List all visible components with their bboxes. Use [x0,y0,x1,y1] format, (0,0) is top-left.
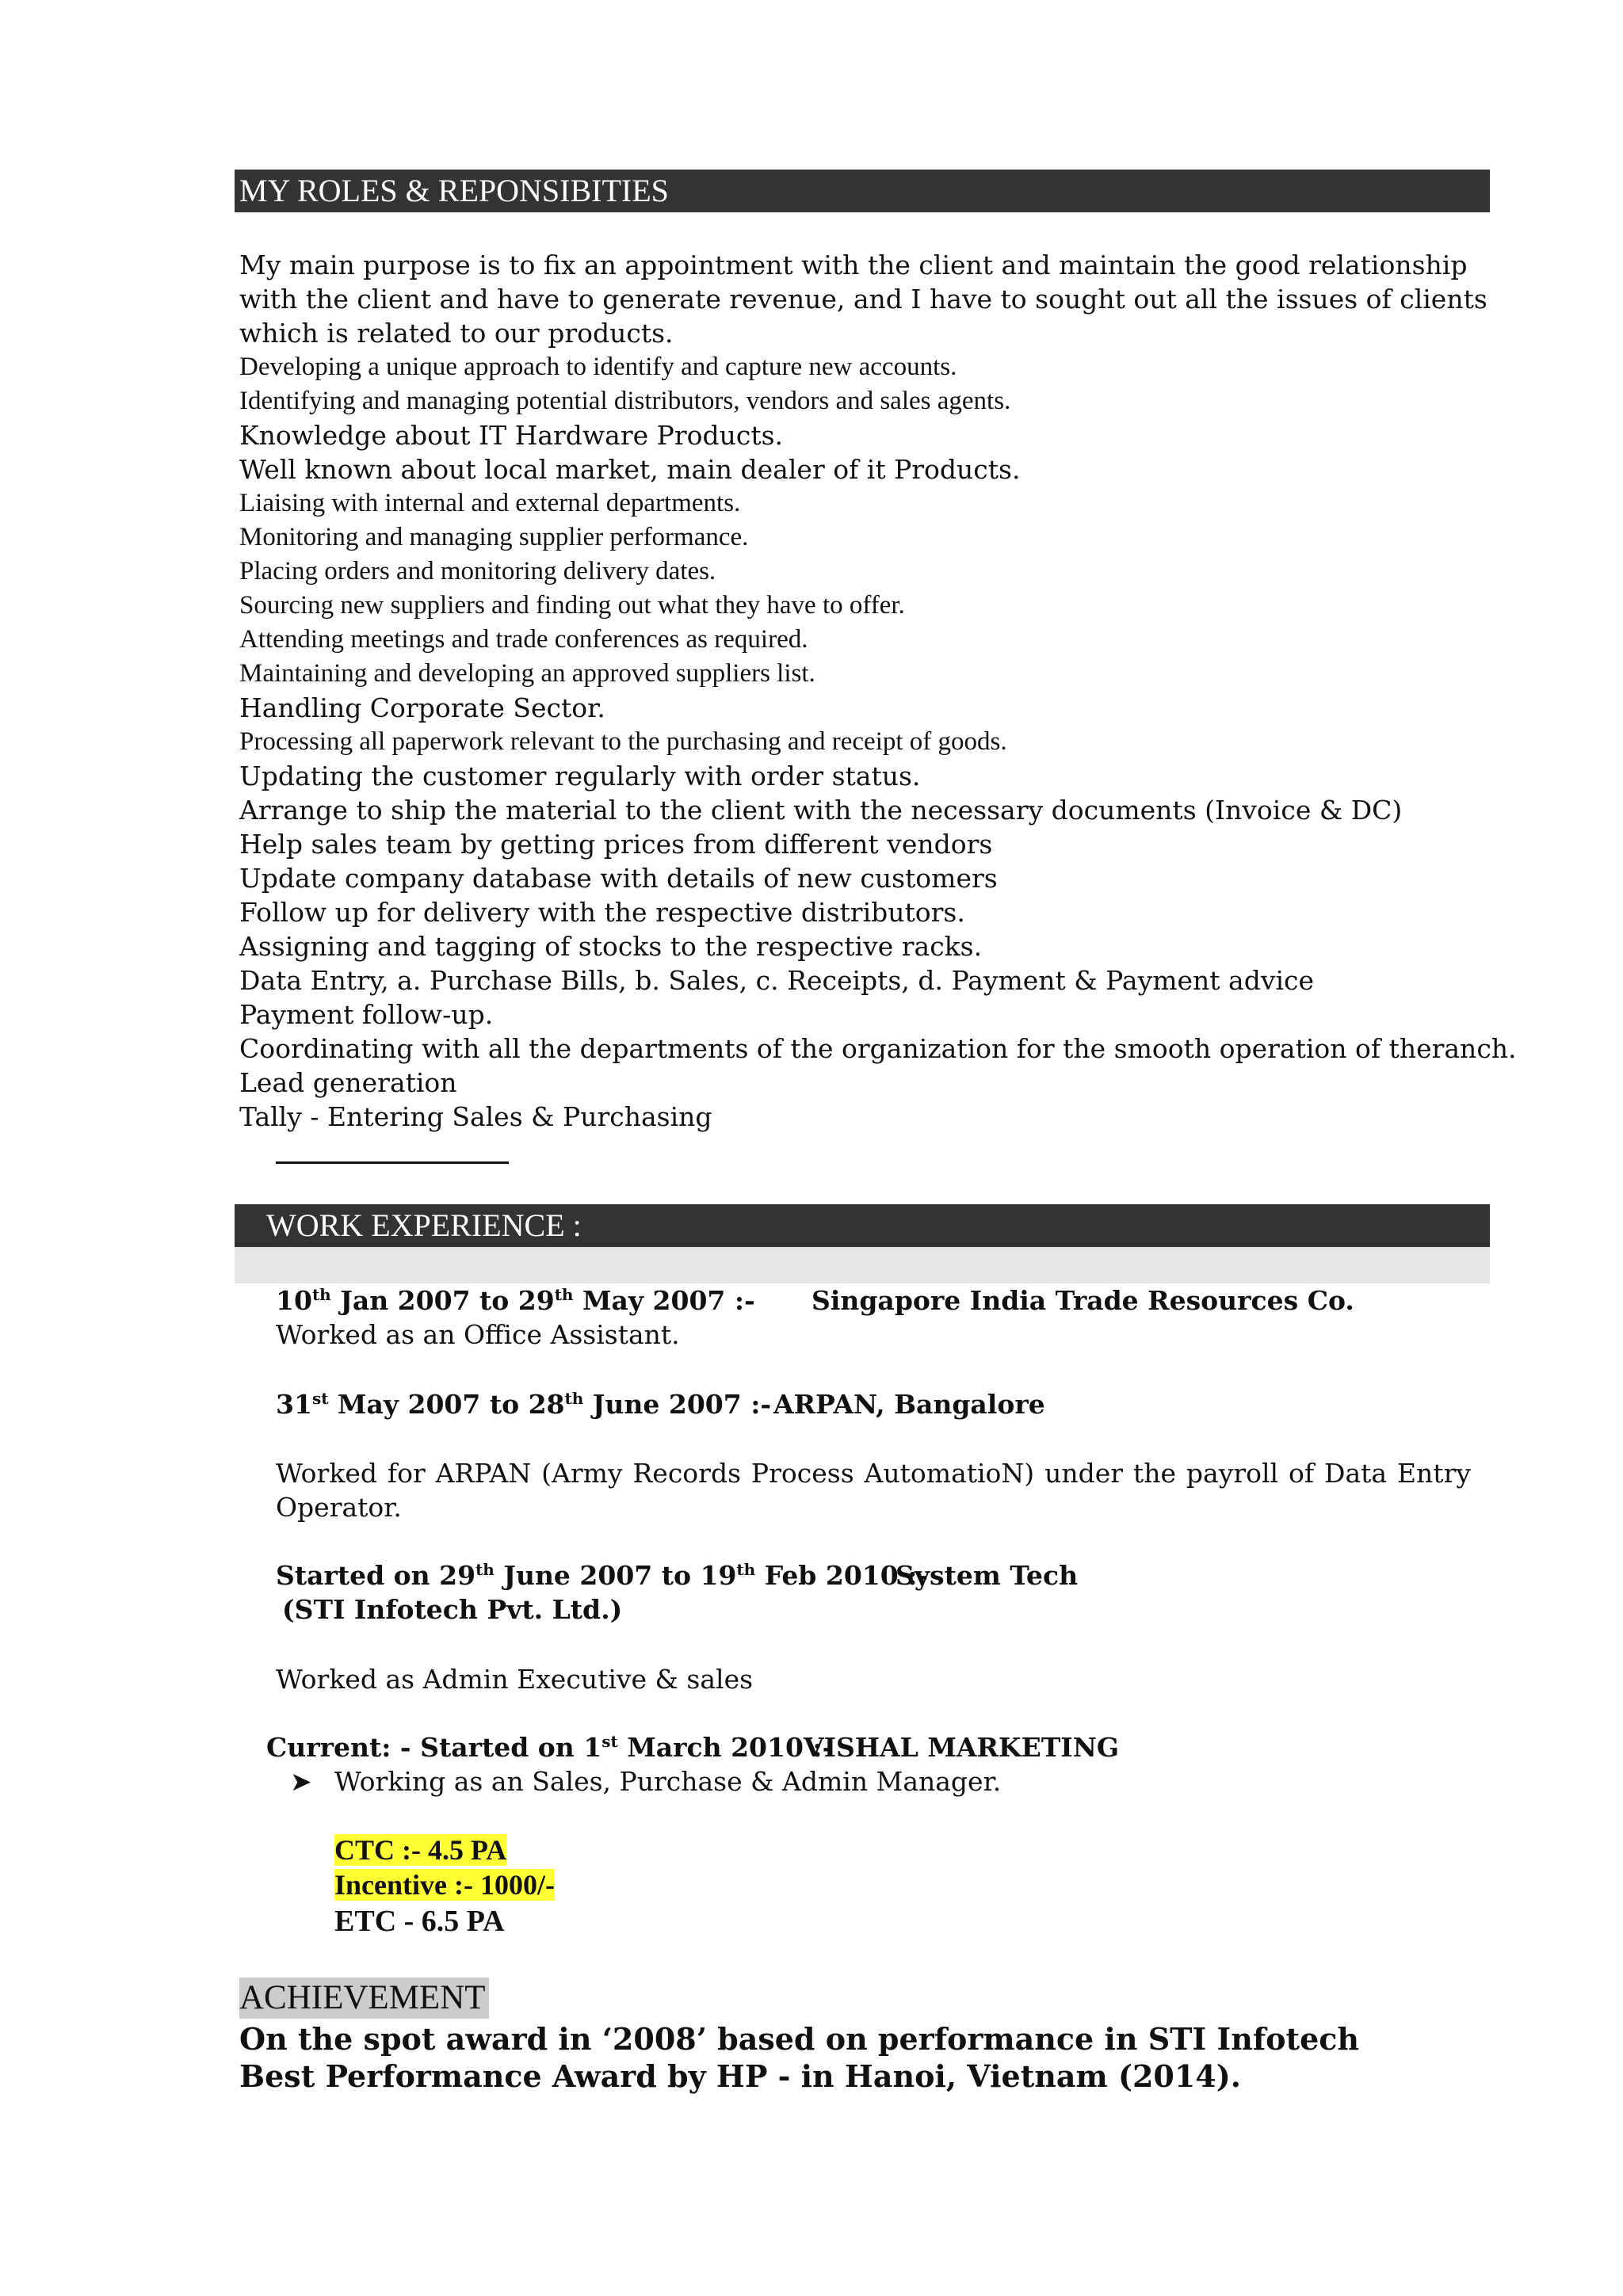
roles-line: Knowledge about IT Hardware Products. [239,420,784,451]
roles-line: Help sales team by getting prices from different vendors [239,829,993,860]
work-heading-underbar [235,1247,1490,1283]
roles-line: Developing a unique approach to identify and capture new accounts. [239,353,957,381]
job3-company: System Tech [896,1560,1079,1591]
ctc-line [334,1833,506,1867]
roles-line: Processing all paperwork relevant to the purchasing and receipt of goods. [239,727,1007,756]
roles-line: Payment follow-up. [239,999,494,1030]
roles-line: which is related to our products. [239,318,674,349]
roles-line: Coordinating with all the departments of the organization for the smooth operation of theranch. [239,1033,1517,1064]
section-divider [276,1161,509,1164]
job4-dates: Current: - Started on 1st March 2010 :- [266,1732,834,1763]
roles-line: Liaising with internal and external departments. [239,489,741,517]
roles-line: Assigning and tagging of stocks to the respective racks. [239,931,983,962]
roles-line: Placing orders and monitoring delivery dates. [239,557,716,585]
roles-line: Maintaining and developing an approved suppliers list. [239,659,815,688]
roles-line: Arrange to ship the material to the client with the necessary documents (Invoice & DC) [239,795,1403,826]
roles-line: Updating the customer regularly with order status. [239,761,921,791]
roles-line: Well known about local market, main dealer of it Products. [239,454,1021,485]
roles-line: Tally - Entering Sales & Purchasing [239,1101,712,1132]
achievement-item: On the spot award in ‘2008’ based on performance in STI Infotech [239,2021,1360,2057]
roles-heading: MY ROLES & REPONSIBITIES [239,173,669,208]
roles-line: with the client and have to generate revenue, and I have to sought out all the issues of clients [239,284,1487,315]
roles-line: Sourcing new suppliers and finding out what they have to offer. [239,591,905,620]
incentive-line [334,1868,555,1902]
roles-line: My main purpose is to fix an appointment with the client and maintain the good relationship [239,250,1468,280]
job2-company: ARPAN, Bangalore [773,1389,1045,1420]
job1-dates: 10th Jan 2007 to 29th May 2007 :- [276,1285,755,1316]
job3-description: Worked as Admin Executive & sales [276,1664,754,1695]
job2-description: Worked for ARPAN (Army Records Process AutomatioN) under the payroll of Data Entry Operator. [276,1458,1471,1523]
achievement-heading: ACHIEVEMENT [239,1978,489,2019]
incentive-value: Incentive :- 1000/- [334,1869,555,1901]
job4-role: Working as an Sales, Purchase & Admin Manager. [334,1766,1002,1797]
roles-line: Monitoring and managing supplier performance. [239,523,749,551]
roles-line: Data Entry, a. Purchase Bills, b. Sales, c. Receipts, d. Payment & Payment advice [239,965,1315,996]
bullet-arrow-icon: ➤ [290,1766,312,1797]
job4-company: VISHAL MARKETING [804,1732,1120,1763]
work-heading: WORK EXPERIENCE : [266,1207,582,1243]
roles-line: Identifying and managing potential distributors, vendors and sales agents. [239,387,1011,415]
roles-list [239,248,1517,1134]
roles-heading-bar [235,170,1490,212]
job3-dates: Started on 29th June 2007 to 19th Feb 2010 :- [276,1560,929,1591]
job1-company: Singapore India Trade Resources Co. [812,1285,1354,1316]
achievement-item: Best Performance Award by HP - in Hanoi, Vietnam (2014). [239,2058,1241,2094]
roles-line: Update company database with details of new customers [239,863,998,894]
ctc-value: CTC :- 4.5 PA [334,1834,507,1866]
roles-line: Lead generation [239,1067,457,1098]
roles-line: Attending meetings and trade conferences as required. [239,625,808,654]
etc-value: ETC - 6.5 PA [334,1905,505,1938]
work-heading-bar [235,1204,1490,1247]
job2-dates: 31st May 2007 to 28th June 2007 :- [276,1389,772,1420]
job3-company-name: (STI Infotech Pvt. Ltd.) [282,1594,623,1625]
roles-line: Handling Corporate Sector. [239,692,605,723]
roles-line: Follow up for delivery with the respective distributors. [239,897,965,928]
job1-description: Worked as an Office Assistant. [276,1319,680,1350]
